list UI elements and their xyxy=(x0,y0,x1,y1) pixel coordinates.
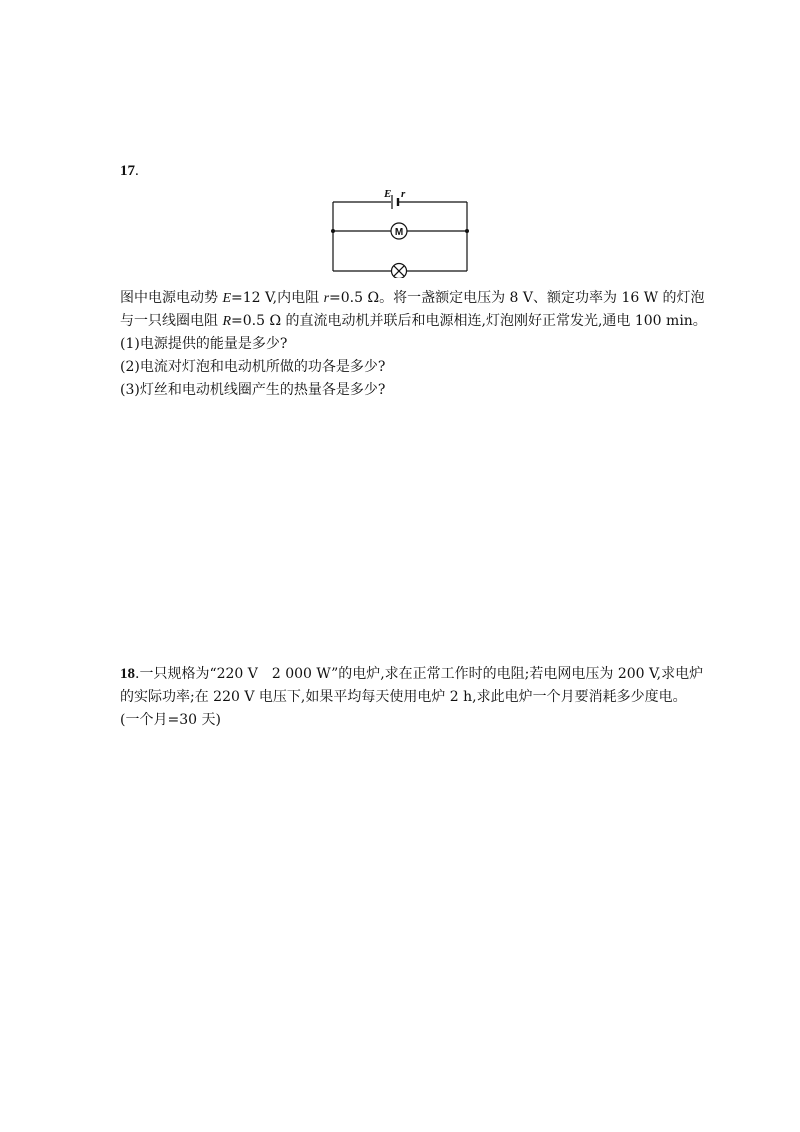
q18-line-3: (一个月=30 天) xyxy=(120,712,221,728)
emf-label: E xyxy=(384,188,392,200)
junction-left xyxy=(331,229,335,233)
question-17-number: 17. xyxy=(120,163,139,179)
junction-right xyxy=(465,229,469,233)
q18-line-1: 18.一只规格为“220 V 2 000 W”的电炉,求在正常工作时的电阻;若电网电压为 200 V,求电炉 xyxy=(120,666,704,682)
motor-symbol: M xyxy=(394,227,404,238)
q17-paragraph-line-1: 图中电源电动势 E=12 V,内电阻 r=0.5 Ω。将一盏额定电压为 8 V、额定功率为 16 W 的灯泡 xyxy=(120,290,705,306)
lamp-icon xyxy=(392,264,407,279)
question-18-number: 18 xyxy=(120,666,135,682)
internal-resistance-label: r xyxy=(401,188,406,200)
q17-sub-question-3: (3)灯丝和电动机线圈产生的热量各是多少? xyxy=(120,382,386,398)
q17-sub-question-1: (1)电源提供的能量是多少? xyxy=(120,336,288,352)
circuit-diagram xyxy=(326,186,474,278)
q18-line-2: 的实际功率;在 220 V 电压下,如果平均每天使用电炉 2 h,求此电炉一个月要消耗多少度电。 xyxy=(120,689,687,705)
motor-icon xyxy=(391,223,407,239)
q17-sub-question-2: (2)电流对灯泡和电动机所做的功各是多少? xyxy=(120,359,386,375)
q17-paragraph-line-2: 与一只线圈电阻 R=0.5 Ω 的直流电动机并联后和电源相连,灯泡刚好正常发光,通电 100 min。 xyxy=(120,313,707,329)
